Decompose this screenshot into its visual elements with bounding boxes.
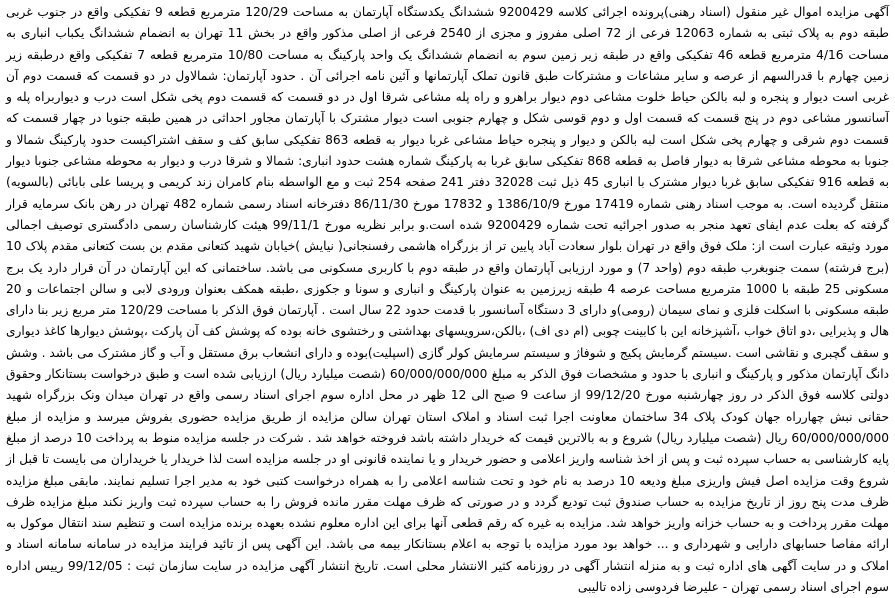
auction-notice-text: آگهی مزایده اموال غیر منقول (اسناد رهنی)پرونده اجرائی کلاسه 9200429 ششدانگ یکدستگاه آپارتمان به مساحت 120/29 مترمربع قطعه 9 تفکیکی واقع در جنوب غربی طبقه دوم به پلاک ثبتی به شماره 12063 فرعی از 72 اصلی مفروز و مجزی از 2540 فرعی از اصلی مذکور واقع در بخش 11 تهران به انضمام ششدانگ یکباب انباری به مساحت 4/16 مترمربع قطعه 46 تفکیکی واقع در طبقه زیر زمین سوم به انضمام ششدانگ یک واحد پارکینگ به مساحت 10/80 مترمربع قطعه 7 تفکیکی واقع درطبقه زیر زمین چهارم با قدرالسهم از عرصه و سایر مشاعات و مشترکات طبق قانون تملک آپارتمانها و آئین نامه اجرائی آن . حدود آپارتمان: شمالاول در دو قسمت که قسمت دوم آن غربی است دیوار و پنجره و لبه بالکن حیاط خلوت مشاعی دوم دیوار براهرو و راه پله مشاعی شرقا اول در دو قسمت که قسمت دوم پخی شکل است درب و دیواربراه پله و آسانسور مشاعی دوم در پنج قسمت که قسمت اول و دوم قوسی شکل و چهارم جنوبی است دیوار مشترک با آپارتمان مجاور احداثی در همین طبقه جنوبا در چهار قسمت که قسمت دوم شرقی و چهارم پخی شکل است لبه بالکن و دیوار و پنجره حیاط مشاعی غربا دیوار به قطعه 863 تفکیکی سابق کف و سقف اشتراکیست حدود پارکینگ شمالا و جنوبا به محوطه مشاعی شرقا به دیوار فاصل به قطعه 868 تفکیکی سابق غربا به پارکینگ شماره هشت حدود انباری: شمالا و شرقا درب و دیوار به محوطه مشاعی جنوبا دیوار به قطعه 916 تفکیکی سابق غربا دیوار مشترک با انباری 45 ذیل ثبت 32028 دفتر 241 صفحه 254 ثبت و مع الواسطه بنام کامران زند کریمی و پریسا علی بابائی (بالسویه) منتقل گردیده است. به موجب اسناد رهنی شماره 17419 مورخ 1386/10/9 و 17832 مورخ 86/11/30 دفترخانه اسناد رسمی شماره 482 تهران در رهن بانک سرمایه قرار گرفته که بعلت عدم ایفای تعهد منجر به صدور اجرائیه تحت شماره 9200429 شده است.و برابر نظریه مورخ 99/11/1 هیئت کارشناسان رسمی دادگستری توصیف اجمالی مورد وثیقه عبارت است از: ملک فوق واقع در تهران بلوار سعادت آباد پایین تر از بزرگراه هاشمی رفسنجانی( نیایش )خیابان شهید کتعانی مقدم بن بست کتعانی مقدم پلاک 10 (برج فرشته) سمت جنوبغرب طبقه دوم (واحد 7) و مورد ارزیابی آپارتمان واقع در طبقه دوم با کاربری مسکونی می باشد. ساختمانی که این آپارتمان در آن قرار دارد یک برج مسکونی 25 طبقه با 1000 مترمربع مساحت عرصه 4 طبقه زیرزمین به عنوان پارکینگ و انباری و سونا و جکوزی ،طبقه همکف بعنوان ورودی لابی و سالن اجتماعات و 20 طبقه مسکونی با اسکلت فلزی و نمای سیمان (رومی)و دارای 3 دستگاه آسانسور با قدمت حدود 22 سال است . آپارتمان فوق الذکر با مساحت 120/29 متر مربع زیر بنا دارای هال و پذیرایی ،دو اتاق خواب ،آشپزخانه این با کابینت چوبی (ام دی اف) ،بالکن،سرویسهای بهداشتی و رختشوی خانه بوده که پوشش کف آن پارکت ،پوشش دیوارها کاغذ دیواری و سقف گچبری و نقاشی است .سیستم گرمایش پکیج و شوفاژ و سیستم سرمایش کولر گازی (اسپلیت)بوده و دارای انشعاب برق مستقل و آب و گاز مشترک می باشد . وشش دانگ آپارتمان مذکور و پارکینگ و انباری با حدود و مشخصات فوق الذکر به مبلغ 60/000/000/000 (شصت میلیارد ریال) ارزیابی شده است و طبق درخواست بستانکار وحقوق دولتی کلاسه فوق الذکر در روز چهارشنبه مورخ 99/12/20 از ساعت 9 صبح الی 12 ظهر در محل اداره سوم اجرای اسناد رسمی واقع در تهران میدان ونک بزرگراه شهید حقانی نبش چهارراه جهان کودک پلاک 34 ساختمان معاونت اجرا ثبت اسناد و املاک استان تهران سالن مزایده از طریق مزایده حضوری بفروش میرسد و مزایده از مبلغ 60/000/000/000 ریال (شصت میلیارد ریال) شروع و به بالاترین قیمت که خریدار داشته باشد فروخته خواهد شد . شرکت در جلسه مزایده منوط به پرداخت 10 درصد از مبلغ پایه کارشناسی به حساب سپرده ثبت و پس از اخذ شناسه واریز اعلامی و حضور خریدار و یا نماینده قانونی او در جلسه مزایده است لذا خریدار یا خریداران می بایست تا قبل از شروع وقت مزایده اصل فیش واریزی مبلغ ودیعه 10 درصد به نام خود و تحت شناسه اعلامی را به همراه درخواست کتبی خود به مدیر اجرا تسلیم نمایند. مابقی مبلغ مزایده ظرف مدت پنج روز از تاریخ مزایده به حساب صندوق ثبت تودیع گردد و در صورتی که ظرف مهلت مقرر مانده فروش را به حساب سپرده ثبت واریز نکند مبلغ مزایده ظرف مهلت مقرر پرداخت و به حساب خزانه واریز خواهد شد. مزایده به غیره که رقم قطعی آنها برای این اداره معلوم نشده بعهده برنده مزایده است و تنظیم سند انتقال موکول به ارائه مفاصا حسابهای دارایی و شهرداری و ... خواهد بود مورد مزایده با توجه به اعلام بستانکار بیمه می باشد. این آگهی پس از تائید فرایند مزایده در سامانه سامانه اسناد و املاک و در سایت آگهی های اداره ثبت و به منزله انتشار آگهی در روزنامه کثیر الانتشار محلی است. تاریخ انتشار آگهی مزایده در سایت سازمان ثبت : 99/12/05 رییس اداره سوم اجرای اسناد رسمی تهران - علیرضا فردوسی زاده تالیبی	[6, 5, 890, 595]
